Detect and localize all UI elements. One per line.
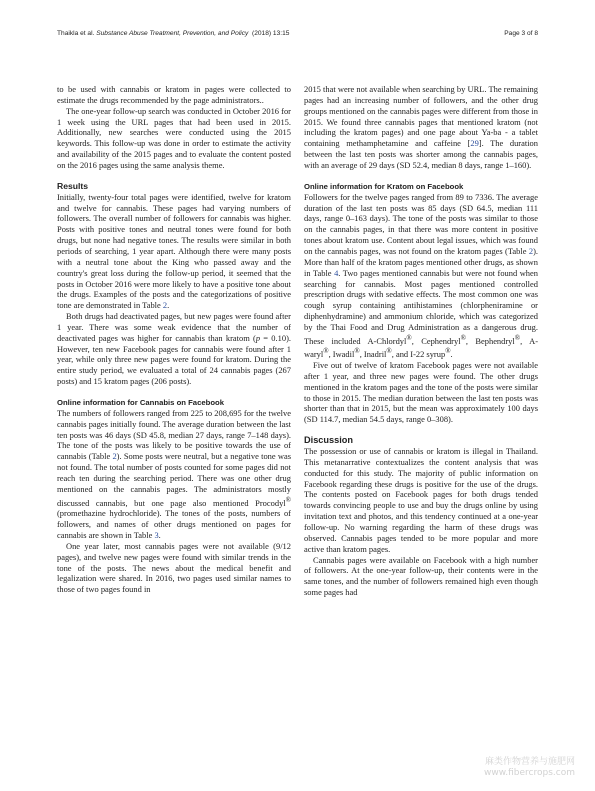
table-link[interactable]: 3 (154, 530, 159, 541)
header-journal: Substance Abuse Treatment, Prevention, and Policy (96, 30, 249, 37)
page-number: Page 3 of 8 (504, 30, 538, 37)
reference-link[interactable]: 29 (470, 138, 479, 149)
watermark-url: www.fibercrops.com (484, 768, 575, 778)
subsection-heading-kratom: Online information for Kratom on Facebook (304, 181, 464, 191)
paragraph: One year later, most cannabis pages were not available (9/12 pages), and twelve new pages were found with similar trends in the tone of the posts. The news about the medical benefit and legalization were shared. In 2016, two pages used similar names to those of two pages found in (57, 540, 291, 595)
paragraph: Cannabis pages were available on Facebook with a high number of followers. At the one-year follow-up, their contents were in the same tones, and the number of followers remained high even though some pages had (304, 554, 538, 598)
running-header (57, 30, 538, 44)
watermark-line: 麻类作物营养与施肥网 (484, 757, 575, 767)
header-authors: Thaikla et al. (57, 30, 95, 37)
table-link[interactable]: 2 (528, 245, 534, 256)
watermark (484, 757, 575, 779)
paragraph: The possession or use of cannabis or kratom is illegal in Thailand. This metanarrative contextualizes the content analysis that was conducted for this study. The majority of public information on Facebook regarding these drugs is positive for the use of the drugs. The contents posted on Facebook pages for both drugs tended towards convincing people to use and buy the drugs online by using invitation text and photos, and this tendency continued at a one-year follow-up. No warning regarding the harm of these drugs was observed. Cannabis pages tended to be more popular and more active than kratom pages. (304, 446, 538, 554)
right-column (304, 84, 538, 598)
paragraph: to be used with cannabis or kratom in pages were collected to estimate the drugs recommended by the page administrators.. (57, 84, 291, 105)
header-cite: (2018) 13:15 (252, 30, 290, 37)
table-link[interactable]: 2 (162, 300, 168, 311)
section-heading-discussion: Discussion (304, 435, 354, 446)
header-citation (57, 30, 289, 37)
section-heading-results: Results (57, 180, 89, 191)
paragraph: 2015 that were not available when searching by URL. The remaining pages had an increasing number of followers, and the other drug groups mentioned on the cannabis pages were different from those in 2015. We found three cannabis pages that mentioned kratom (not including the kratom pages) and one page about Ya-ba - a tablet containing methamphetamine and caffeine [29]. The duration between the last ten posts was shorter among the cannabis pages, with an average of 29 days (SD 52.4, median 8 days, range 1–160). (304, 84, 538, 170)
subsection-heading-cannabis: Online information for Cannabis on Facebook (57, 397, 225, 407)
paragraph: Five out of twelve of kratom Facebook pages were not available after 1 year, and three new pages were found. The other drugs mentioned in the kratom pages and the tone of the posts were similar to those in 2015. The median duration between the last ten posts was shorter than that in 2015, but the mean was approximately 100 days (SD 114.7, median 54.5 days, range 0–308). (304, 360, 538, 425)
left-column (57, 84, 291, 595)
table-link[interactable]: 2 (112, 451, 117, 462)
table-link[interactable]: 4 (334, 267, 339, 278)
paragraph: The numbers of followers ranged from 225 to 208,695 for the twelve cannabis pages initially found. The average duration between the last ten posts was 46 days (SD 45.8, median 27 days, range 7–148 days). The tone of the posts was likely to be positive towards the use of cannabis (Table 2). Some posts were neutral, but a negative tone was not found. The total number of posts counted for some pages did not reach ten during the searching period. There was one other drug mentioned on the cannabis pages. The administrators mostly discussed cannabis, but one page also mentioned Procodyl® (promethazine hydrochloride). The tones of the posts, numbers of followers, and names of other drugs mentioned on pages for cannabis are shown in Table 3. (57, 407, 291, 541)
paragraph: Followers for the twelve pages ranged from 89 to 7336. The average duration of the last ten posts was 85 days (SD 64.5, median 111 days, range 0–163 days). The tone of the posts was similar to those on the cannabis pages, in that there was more content in positive tones about kratom use. Content about legal issues, which was found on the cannabis pages, was not found on the kratom pages (Table 2). More than half of the kratom pages mentioned other drugs, as shown in Table 4. Two pages mentioned cannabis but were not found when searching for cannabis. Most pages mentioned controlled prescription drugs with sedative effects. The most common one was cough syrup containing antihistamines (chlorpheniramine or diphenhydramine) and ammonium chloride, which was categorized by the Thai Food and Drug Administration as a dangerous drug. These included A-Chlordyl®, Cephendryl®, Bephendryl®, A-waryl®, Iwadil®, Inadril®, and I-22 syrup®. (304, 191, 539, 360)
paragraph: Both drugs had deactivated pages, but new pages were found after 1 year. There was some weak evidence that the number of deactivated pages was higher for cannabis than kratom (p = 0.10). However, ten new Facebook pages for cannabis were found after 1 year, while only three new pages were found for kratom. During the entire study period, we evaluated a total of 24 cannabis pages (267 posts) and 15 kratom pages (206 posts). (57, 311, 291, 387)
paragraph: The one-year follow-up search was conducted in October 2016 for 1 week using the URL pages that had been used in 2015. Additionally, new searches were conducted using the 2015 keywords. This follow-up was done in order to estimate the activity and availability of the 2015 pages and to evaluate the content posted on the 2016 pages using the same analysis theme. (57, 105, 291, 170)
paragraph: Initially, twenty-four total pages were identified, twelve for kratom and twelve for cannabis. These pages had varying numbers of followers. The overall number of followers for cannabis was higher. Posts with positive tones and neutral tones were found for both drugs, but none had negative tones. The results were similar in both periods of searching, 1 year apart. Although there were many posts with a neutral tone about the King who passed away and the country's great loss during the follow-up period, it seemed that the posts in October 2016 were more likely to have a positive tone about the drugs. Examples of the posts and the categorizations of positive tone are demonstrated in Table 2. (57, 191, 291, 311)
